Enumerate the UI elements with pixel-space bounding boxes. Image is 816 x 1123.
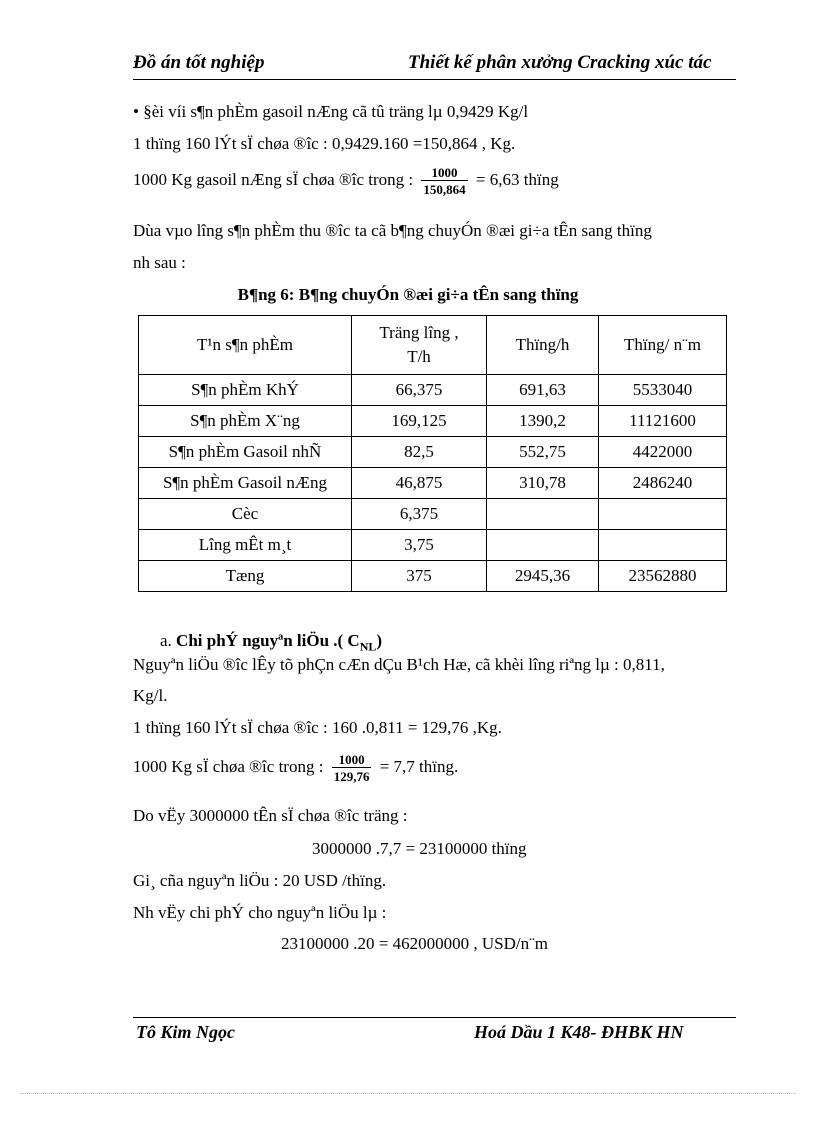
section-subscript: NL <box>359 639 377 654</box>
table-cell: S¶n phÈm X¨ng <box>139 406 352 437</box>
table-cell <box>599 499 727 530</box>
table-cell: S¶n phÈm Gasoil nÆng <box>139 468 352 499</box>
table-cell: 691,63 <box>487 375 599 406</box>
text-line: 1 thïng 160 lÝt sÏ chøa ®îc : 160 .0,811 = 129,76 ,Kg. <box>133 718 502 737</box>
table-cell: 2486240 <box>599 468 727 499</box>
table-row <box>139 530 727 561</box>
table-cell: 66,375 <box>352 375 487 406</box>
fraction <box>332 752 372 784</box>
fraction <box>421 165 467 197</box>
text-line: Nguyªn liÖu ®îc lÊy tõ phÇn cÆn dÇu B¹ch Hæ, cã khèi lîng riªng lµ : 0,811, <box>133 655 665 674</box>
text-line: Do vËy 3000000 tÊn sÏ chøa ®îc träng : <box>133 806 408 825</box>
formula-line <box>133 752 458 784</box>
text-line: 1 thïng 160 lÝt sÏ chøa ®îc : 0,9429.160 =150,864 , Kg. <box>133 134 516 153</box>
text-line: Gi¸ cña nguyªn liÖu : 20 USD /thïng. <box>133 871 387 890</box>
table-cell: 23562880 <box>599 561 727 592</box>
page-bottom-divider <box>20 1093 796 1094</box>
table-cell: 375 <box>352 561 487 592</box>
text-line: Kg/l. <box>133 686 168 705</box>
table-row <box>139 406 727 437</box>
header-right: Thiết kế phân xưởng Cracking xúc tác <box>408 52 712 73</box>
header-rule <box>133 79 736 80</box>
formula-result: = 7,7 thïng. <box>379 756 459 776</box>
section-title: Chi phÝ nguyªn liÖu .( C <box>176 631 360 650</box>
table-row <box>139 468 727 499</box>
section-heading <box>160 631 382 654</box>
bullet-line: • §èi víi s¶n phÈm gasoil nÆng cã tû träng lµ 0,9429 Kg/l <box>133 102 529 121</box>
table-header-cell <box>352 316 487 375</box>
formula-prefix: 1000 Kg gasoil nÆng sÏ chøa ®îc trong : <box>133 169 414 189</box>
table-cell: S¶n phÈm Gasoil nhÑ <box>139 437 352 468</box>
table-header-line: T/h <box>407 347 431 366</box>
table-cell: 552,75 <box>487 437 599 468</box>
formula-line <box>133 165 559 197</box>
table-cell: 3,75 <box>352 530 487 561</box>
table-header-cell: Thïng/h <box>487 316 599 375</box>
table-header-row <box>139 316 727 375</box>
table-cell: 46,875 <box>352 468 487 499</box>
table-cell: Tæng <box>139 561 352 592</box>
table-header-cell: T¹n s¶n phÈm <box>139 316 352 375</box>
text-line: Dùa vµo lîng s¶n phÈm thu ®îc ta cã b¶ng chuyÓn ®æi gi÷a tÊn sang thïng <box>133 221 652 240</box>
equation-line: 3000000 .7,7 = 23100000 thïng <box>312 839 527 858</box>
table-cell: 1390,2 <box>487 406 599 437</box>
text-line: Nh vËy chi phÝ cho nguyªn liÖu lµ : <box>133 903 387 922</box>
section-prefix: a. <box>160 631 177 650</box>
fraction-denominator: 129,76 <box>333 769 370 784</box>
table-cell: 82,5 <box>352 437 487 468</box>
fraction-numerator: 1000 <box>338 752 365 767</box>
table-header-cell: Thïng/ n¨m <box>599 316 727 375</box>
table-row <box>139 437 727 468</box>
table-cell: 169,125 <box>352 406 487 437</box>
conversion-table <box>138 315 727 592</box>
table-cell: 6,375 <box>352 499 487 530</box>
table-cell: Lîng mÊt m¸t <box>139 530 352 561</box>
table-caption: B¶ng 6: B¶ng chuyÓn ®æi gi÷a tÊn sang thïng <box>237 285 579 304</box>
table-total-row <box>139 561 727 592</box>
table-cell <box>487 530 599 561</box>
table-cell <box>599 530 727 561</box>
table-cell: 310,78 <box>487 468 599 499</box>
header-left: Đồ án tốt nghiệp <box>133 52 265 73</box>
table-row <box>139 375 727 406</box>
section-title-close: ) <box>376 631 383 650</box>
table-cell: Cèc <box>139 499 352 530</box>
footer-rule <box>133 1017 736 1018</box>
table-header-line: Träng lîng , <box>379 323 459 342</box>
formula-result: = 6,63 thïng <box>475 169 559 189</box>
table-cell <box>487 499 599 530</box>
fraction-denominator: 150,864 <box>423 182 466 197</box>
footer-left: Tô Kim Ngọc <box>136 1022 235 1042</box>
table-cell: S¶n phÈm KhÝ <box>139 375 352 406</box>
formula-prefix: 1000 Kg sÏ chøa ®îc trong : <box>133 756 324 776</box>
equation-line: 23100000 .20 = 462000000 , USD/n¨m <box>281 934 548 953</box>
text-line: nh sau : <box>133 253 186 272</box>
table-row <box>139 499 727 530</box>
footer-right: Hoá Dầu 1 K48- ĐHBK HN <box>474 1022 684 1042</box>
table-cell: 4422000 <box>599 437 727 468</box>
table-cell: 2945,36 <box>487 561 599 592</box>
table-cell: 5533040 <box>599 375 727 406</box>
fraction-numerator: 1000 <box>431 165 458 180</box>
table-cell: 11121600 <box>599 406 727 437</box>
